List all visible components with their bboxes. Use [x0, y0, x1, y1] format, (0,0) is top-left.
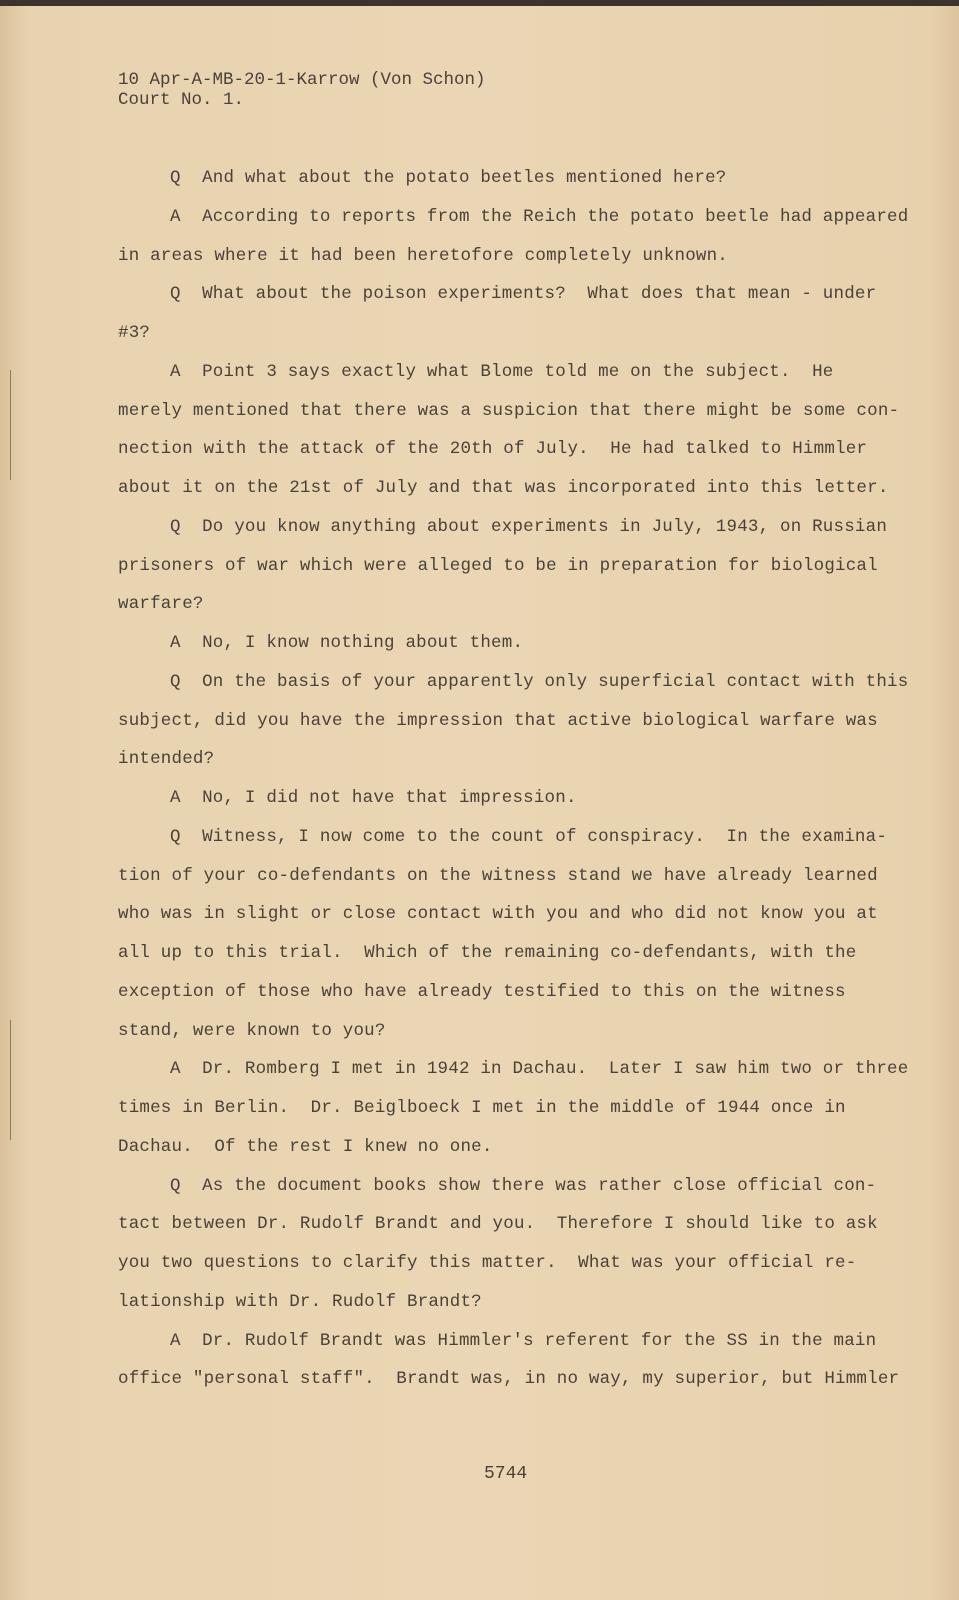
transcript-line: merely mentioned that there was a suspicion that there might be some con- [118, 400, 900, 421]
margin-mark [10, 1020, 11, 1140]
margin-mark [10, 370, 11, 480]
transcript-line: Q Witness, I now come to the count of conspiracy. In the examina- [170, 826, 888, 847]
scan-edge [0, 0, 959, 6]
transcript-line: tact between Dr. Rudolf Brandt and you. Therefore I should like to ask [118, 1214, 878, 1235]
transcript-line: office "personal staff". Brandt was, in no way, my superior, but Himmler [118, 1369, 900, 1390]
transcript-line: nection with the attack of the 20th of July. He had talked to Himmler [118, 439, 868, 460]
transcript-line: Q As the document books show there was rather close official con- [170, 1175, 877, 1196]
transcript-line: Q On the basis of your apparently only superficial contact with this [170, 671, 909, 692]
transcript-line: lationship with Dr. Rudolf Brandt? [118, 1291, 482, 1312]
transcript-line: stand, were known to you? [118, 1020, 386, 1041]
transcript-line: #3? [118, 323, 151, 343]
transcript-line: A No, I did not have that impression. [170, 788, 577, 808]
transcript-line: A Point 3 says exactly what Blome told me on the subject. He [170, 361, 834, 382]
page-number: 5744 [484, 1464, 528, 1484]
transcript-line: A Dr. Rudolf Brandt was Himmler's referent for the SS in the main [170, 1330, 877, 1351]
transcript-line: tion of your co-defendants on the witness stand we have already learned [118, 865, 878, 886]
transcript-line: Dachau. Of the rest I knew no one. [118, 1136, 493, 1157]
transcript-line: intended? [118, 749, 215, 770]
header-line-2: Court No. 1. [118, 90, 245, 110]
transcript-line: all up to this trial. Which of the remaining co-defendants, with the [118, 943, 857, 963]
transcript-line: A No, I know nothing about them. [170, 633, 524, 653]
transcript-line: warfare? [118, 594, 204, 615]
transcript-line: about it on the 21st of July and that was incorporated into this letter. [118, 478, 889, 498]
transcript-line: prisoners of war which were alleged to be in preparation for biological [118, 555, 878, 576]
transcript-line: subject, did you have the impression that active biological warfare was [118, 710, 878, 731]
transcript-line: who was in slight or close contact with you and who did not know you at [118, 904, 878, 925]
header-line-1: 10 Apr-A-MB-20-1-Karrow (Von Schon) [118, 70, 486, 90]
transcript-line: Q And what about the potato beetles mentioned here? [170, 168, 727, 188]
transcript-line: Q Do you know anything about experiments in July, 1943, on Russian [170, 516, 888, 537]
transcript-line: A Dr. Romberg I met in 1942 in Dachau. Later I saw him two or three [170, 1059, 909, 1080]
transcript-line: A According to reports from the Reich the potato beetle had appeared [170, 206, 909, 227]
transcript-line: times in Berlin. Dr. Beiglboeck I met in the middle of 1944 once in [118, 1098, 846, 1118]
transcript-line: Q What about the poison experiments? What does that mean - under [170, 284, 877, 305]
transcript-line: in areas where it had been heretofore completely unknown. [118, 245, 728, 266]
transcript-line: you two questions to clarify this matter. What was your official re- [118, 1253, 857, 1273]
transcript-line: exception of those who have already testified to this on the witness [118, 981, 846, 1002]
